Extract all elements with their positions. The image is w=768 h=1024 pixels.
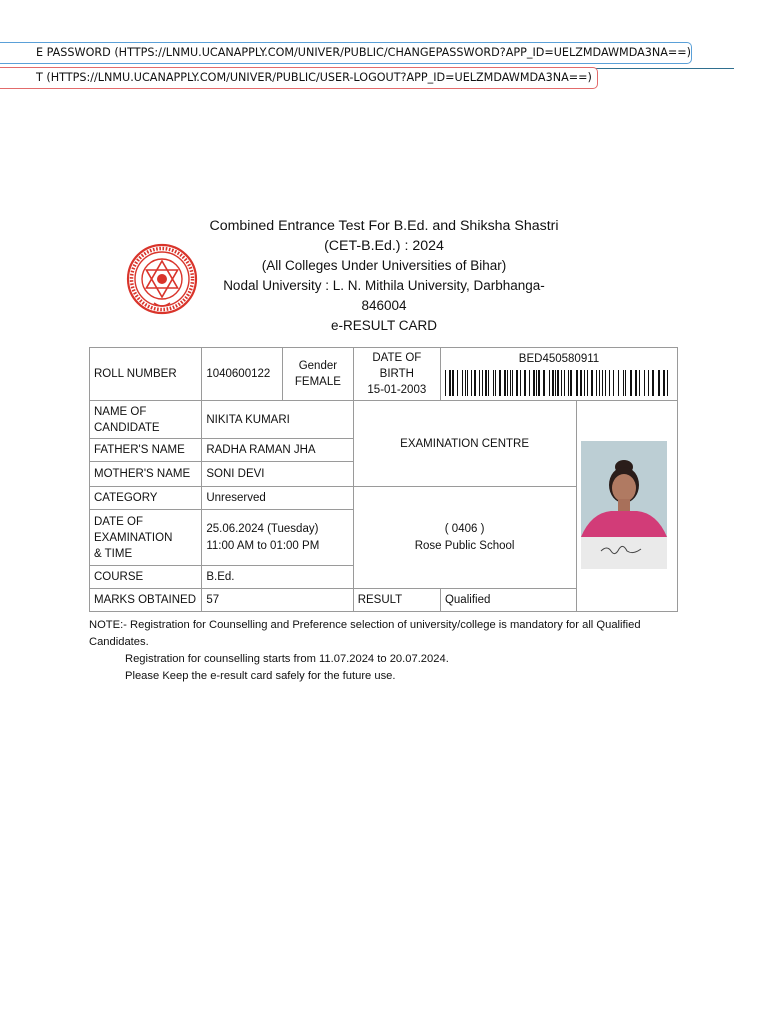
nodal-university-pincode: 846004 bbox=[361, 298, 407, 313]
result-card-table bbox=[89, 347, 678, 612]
barcode-icon bbox=[445, 370, 673, 396]
note-section bbox=[89, 617, 689, 685]
category-value: Unreserved bbox=[202, 487, 353, 510]
exam-date-label-line2: EXAMINATION bbox=[94, 531, 173, 544]
result-label: RESULT bbox=[353, 589, 440, 612]
table-row bbox=[90, 401, 678, 439]
logout-link[interactable]: T (HTTPS://LNMU.UCANAPPLY.COM/UNIVER/PUBLIC/USER-LOGOUT?APP_ID=UELZMDAWMDA3NA==) bbox=[0, 67, 598, 89]
father-name-label: FATHER'S NAME bbox=[90, 439, 202, 462]
mother-name-value: SONI DEVI bbox=[202, 462, 353, 487]
exam-date-value bbox=[202, 510, 353, 566]
note-line: Please Keep the e-result card safely for the future use. bbox=[125, 670, 396, 682]
course-label: COURSE bbox=[90, 566, 202, 589]
exam-date-label-line1: DATE OF bbox=[94, 515, 143, 528]
candidate-name-value: NIKITA KUMARI bbox=[202, 401, 353, 439]
exam-centre-value bbox=[353, 487, 576, 589]
result-card-header bbox=[0, 216, 768, 336]
marks-label: MARKS OBTAINED bbox=[90, 589, 202, 612]
table-row bbox=[90, 348, 678, 401]
roll-number-label: ROLL NUMBER bbox=[90, 348, 202, 401]
exam-date-label-line3: & TIME bbox=[94, 547, 133, 560]
photo-cell bbox=[576, 401, 677, 612]
nodal-university: Nodal University : L. N. Mithila University, Darbhanga- bbox=[223, 278, 545, 293]
card-title: e-RESULT CARD bbox=[330, 318, 438, 333]
gender-value: FEMALE bbox=[294, 376, 341, 388]
candidate-photo bbox=[581, 441, 667, 569]
candidate-name-label bbox=[90, 401, 202, 439]
barcode-text: BED450580911 bbox=[518, 353, 600, 365]
dob-cell bbox=[353, 348, 440, 401]
note-line: NOTE:- Registration for Counselling and Preference selection of university/college is mandatory for all Qualified Candidates. bbox=[89, 619, 641, 648]
gender-cell bbox=[283, 348, 354, 401]
exam-date-label bbox=[90, 510, 202, 566]
dob-value: 15-01-2003 bbox=[367, 384, 427, 396]
father-name-value: RADHA RAMAN JHA bbox=[202, 439, 353, 462]
course-value: B.Ed. bbox=[202, 566, 353, 589]
exam-title: Combined Entrance Test For B.Ed. and Shiksha Shastri bbox=[209, 218, 559, 234]
candidate-name-label-line1: NAME OF bbox=[94, 405, 147, 418]
category-label: CATEGORY bbox=[90, 487, 202, 510]
table-row bbox=[90, 589, 678, 612]
dob-label: DATE OF BIRTH bbox=[372, 352, 422, 380]
change-password-link[interactable]: E PASSWORD (HTTPS://LNMU.UCANAPPLY.COM/UNIVER/PUBLIC/CHANGEPASSWORD?APP_ID=UELZMDAWMDA3NA==) bbox=[0, 42, 692, 64]
exam-time: 11:00 AM to 01:00 PM bbox=[206, 539, 320, 552]
roll-number-value: 1040600122 bbox=[202, 348, 283, 401]
marks-value: 57 bbox=[202, 589, 353, 612]
exam-centre-name: Rose Public School bbox=[414, 539, 515, 552]
exam-centre-code: ( 0406 ) bbox=[444, 522, 485, 535]
candidate-name-label-line2: CANDIDATE bbox=[94, 421, 160, 434]
result-value: Qualified bbox=[440, 589, 677, 612]
exam-centre-label: EXAMINATION CENTRE bbox=[353, 401, 576, 487]
note-line: Registration for counselling starts from 11.07.2024 to 20.07.2024. bbox=[125, 653, 449, 665]
exam-title-year: (CET-B.Ed.) : 2024 bbox=[324, 238, 444, 254]
exam-subtitle: (All Colleges Under Universities of Bihar) bbox=[261, 258, 507, 273]
exam-date: 25.06.2024 (Tuesday) bbox=[206, 522, 319, 535]
gender-label: Gender bbox=[298, 360, 338, 372]
barcode-cell bbox=[440, 348, 677, 401]
mother-name-label: MOTHER'S NAME bbox=[90, 462, 202, 487]
